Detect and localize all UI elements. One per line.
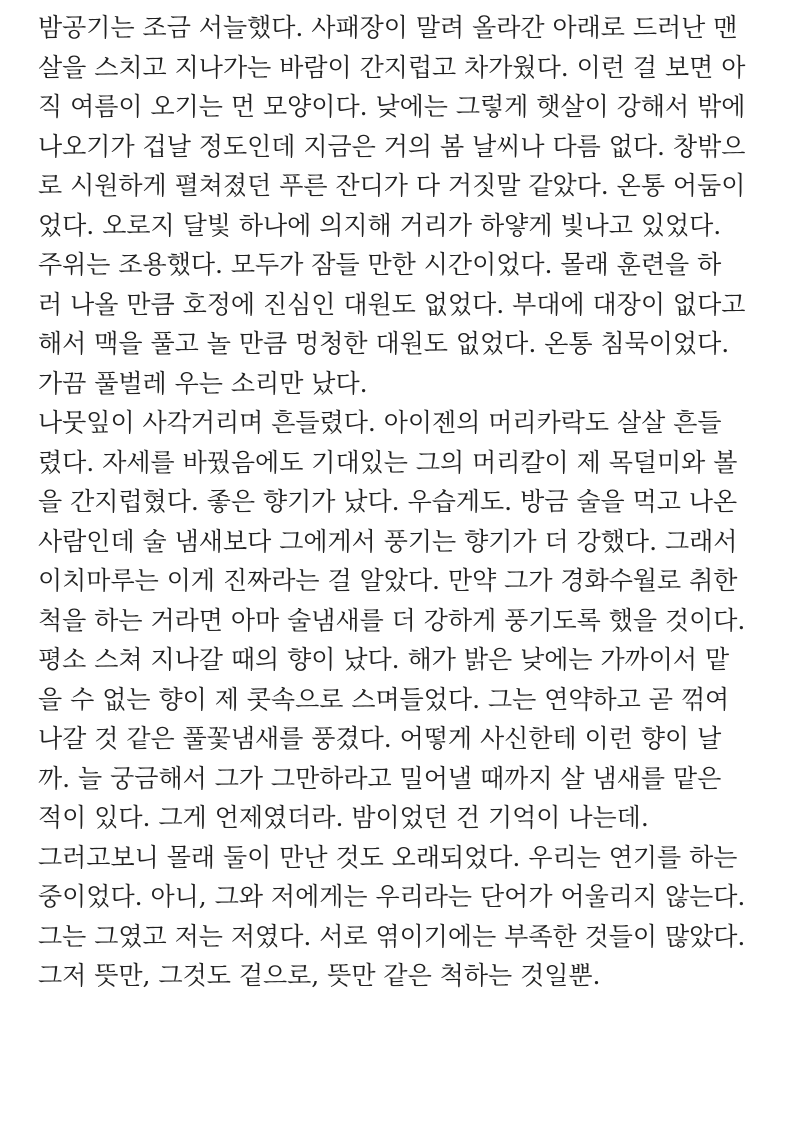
- text-line: 나갈 것 같은 풀꽃냄새를 풍겼다. 어떻게 사신한테 이런 향이 날: [38, 724, 722, 753]
- text-line: 러 나올 만큼 호정에 진심인 대원도 없었다. 부대에 대장이 없다고: [38, 289, 746, 319]
- text-line: 밤공기는 조금 서늘했다. 사패장이 말려 올라간 아래로 드러난 맨: [38, 13, 738, 42]
- text-line: 그저 뜻만, 그것도 겉으로, 뜻만 같은 척하는 것일뿐.: [38, 961, 601, 990]
- text-line: 까. 늘 궁금해서 그가 그만하라고 밀어낼 때까지 살 냄새를 맡은: [38, 763, 722, 793]
- text-line: 척을 하는 거라면 아마 술냄새를 더 강하게 풍기도록 했을 것이다.: [38, 605, 746, 635]
- text-line: 로 시원하게 펼쳐졌던 푸른 잔디가 다 거짓말 같았다. 온통 어둠이: [38, 171, 746, 200]
- text-line: 이치마루는 이게 진짜라는 걸 알았다. 만약 그가 경화수월로 취한: [38, 566, 738, 595]
- text-line: 살을 스치고 지나가는 바람이 간지럽고 차가웠다. 이런 걸 보면 아: [38, 52, 746, 82]
- text-line: 적이 있다. 그게 언제였더라. 밤이었던 건 기억이 나는데.: [38, 803, 649, 832]
- text-line: 렸다. 자세를 바꿨음에도 기대있는 그의 머리칼이 제 목덜미와 볼: [38, 447, 738, 477]
- text-line: 을 수 없는 향이 제 콧속으로 스며들었다. 그는 연약하고 곧 꺾여: [38, 684, 730, 714]
- text-line: 사람인데 술 냄새보다 그에게서 풍기는 향기가 더 강했다. 그래서: [38, 526, 738, 556]
- text-line: 중이었다. 아니, 그와 저에게는 우리라는 단어가 어울리지 않는다.: [38, 882, 746, 911]
- text-line: 평소 스쳐 지나갈 때의 향이 났다. 해가 밝은 낮에는 가까이서 맡: [38, 645, 730, 674]
- text-line: 었다. 오로지 달빛 하나에 의지해 거리가 하얗게 빛나고 있었다.: [38, 210, 722, 240]
- text-line: 을 간지럽혔다. 좋은 향기가 났다. 우습게도. 방금 술을 먹고 나온: [38, 487, 738, 516]
- text-line: 주위는 조용했다. 모두가 잠들 만한 시간이었다. 몰래 훈련을 하: [38, 250, 722, 279]
- text-line: 해서 맥을 풀고 놀 만큼 멍청한 대원도 없었다. 온통 침묵이었다.: [38, 329, 730, 358]
- text-line: 가끔 풀벌레 우는 소리만 났다.: [38, 368, 368, 398]
- text-line: 그러고보니 몰래 둘이 만난 것도 오래되었다. 우리는 연기를 하는: [38, 842, 738, 872]
- text-line: 나오기가 겁날 정도인데 지금은 거의 봄 날씨나 다름 없다. 창밖으: [38, 131, 746, 161]
- text-line: 그는 그였고 저는 저였다. 서로 엮이기에는 부족한 것들이 많았다.: [38, 921, 746, 951]
- text-line: 나뭇잎이 사각거리며 흔들렸다. 아이젠의 머리카락도 살살 흔들: [38, 408, 722, 437]
- text-line: 직 여름이 오기는 먼 모양이다. 낮에는 그렇게 햇살이 강해서 밖에: [38, 92, 746, 121]
- body-text: [38, 8, 768, 996]
